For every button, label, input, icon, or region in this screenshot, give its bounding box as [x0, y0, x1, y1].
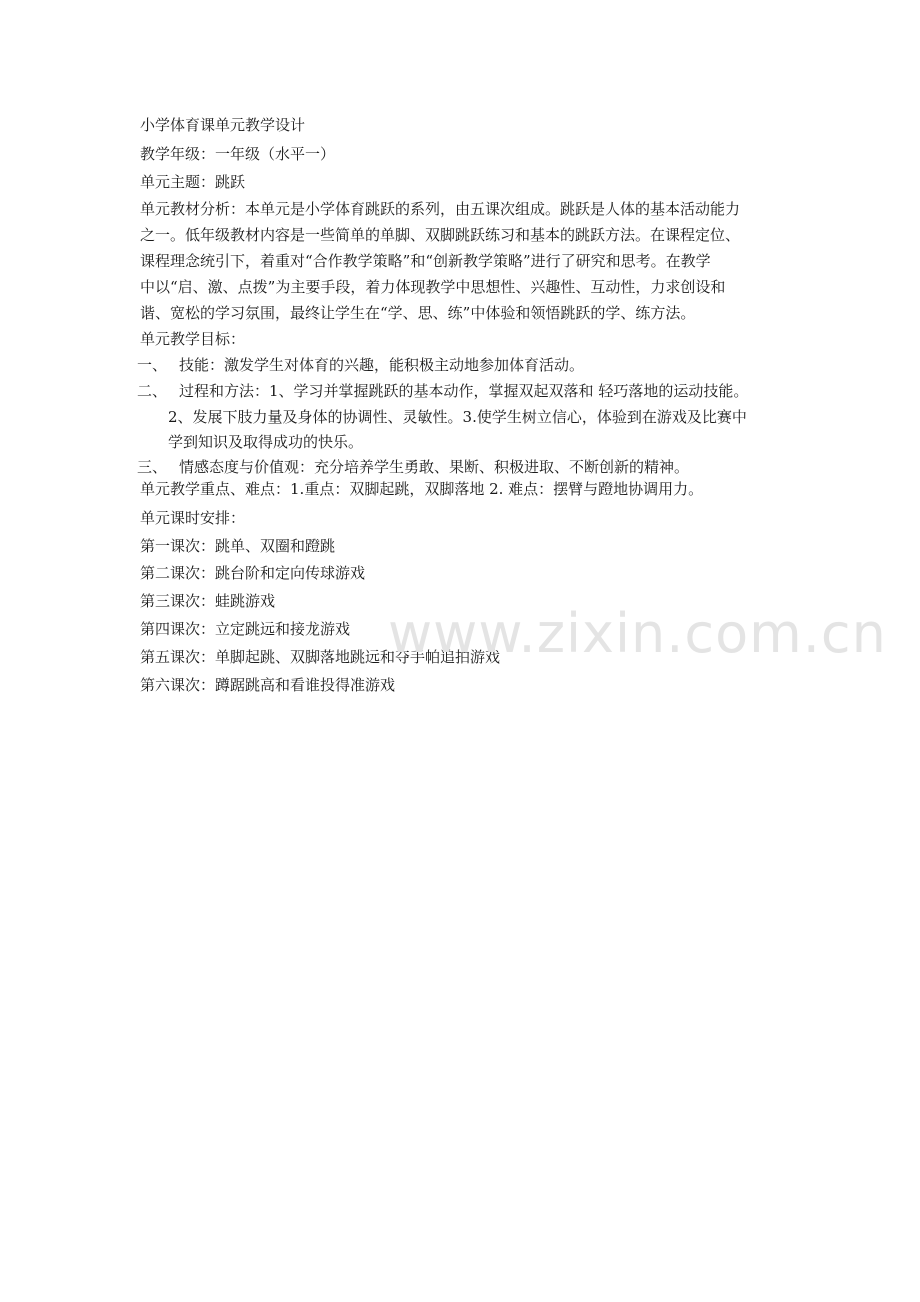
analysis-line: 谐、宽松的学习氛围，最终让学生在“学、思、练”中体验和领悟跳跃的学、练方法。 — [140, 304, 696, 322]
goal-text: 过程和方法：1、学习并掌握跳跃的基本动作，掌握双起双落和 轻巧落地的运动技能。 — [179, 382, 749, 400]
analysis-line: 中以“启、激、点拨”为主要手段，着力体现教学中思想性、兴趣性、互动性，力求创设和 — [140, 278, 726, 296]
goal-number: 三、 — [137, 458, 168, 476]
analysis-line: 单元教材分析：本单元是小学体育跳跃的系列，由五课次组成。跳跃是人体的基本活动能力 — [140, 200, 741, 218]
goal-continuation: 学到知识及取得成功的快乐。 — [168, 433, 364, 451]
lesson-item: 第四课次：立定跳远和接龙游戏 — [140, 620, 351, 638]
unit-theme: 单元主题：跳跃 — [140, 173, 246, 191]
analysis-line: 课程理念统引下，着重对“合作教学策略”和“创新教学策略”进行了研究和思考。在教学 — [140, 252, 711, 270]
lesson-item: 第一课次：跳单、双圈和蹬跳 — [140, 537, 336, 555]
goal-text: 情感态度与价值观：充分培养学生勇敢、果断、积极进取、不断创新的精神。 — [179, 458, 690, 476]
lesson-item: 第二课次：跳台阶和定向传球游戏 — [140, 564, 366, 582]
lesson-item: 第六课次：蹲踞跳高和看谁投得准游戏 — [140, 676, 396, 694]
teaching-grade: 教学年级：一年级（水平一） — [140, 145, 336, 163]
document-title: 小学体育课单元教学设计 — [140, 116, 306, 134]
goals-heading: 单元教学目标： — [140, 330, 246, 348]
key-points: 单元教学重点、难点：1.重点：双脚起跳，双脚落地 2. 难点：摆臂与蹬地协调用力。 — [140, 480, 704, 498]
lesson-item: 第三课次：蛙跳游戏 — [140, 592, 276, 610]
goal-number: 一、 — [137, 356, 168, 374]
goal-number: 二、 — [137, 382, 168, 400]
lesson-item: 第五课次：单脚起跳、双脚落地跳远和夺手帕追拍游戏 — [140, 648, 501, 666]
watermark: www.zixin.com.cn — [388, 602, 887, 665]
analysis-line: 之一。低年级教材内容是一些简单的单脚、双脚跳跃练习和基本的跳跃方法。在课程定位、 — [140, 226, 741, 244]
goal-text: 技能：激发学生对体育的兴趣，能积极主动地参加体育活动。 — [179, 356, 585, 374]
schedule-heading: 单元课时安排： — [140, 509, 246, 527]
goal-continuation: 2、发展下肢力量及身体的协调性、灵敏性。3.使学生树立信心，体验到在游戏及比赛中 — [168, 408, 747, 426]
